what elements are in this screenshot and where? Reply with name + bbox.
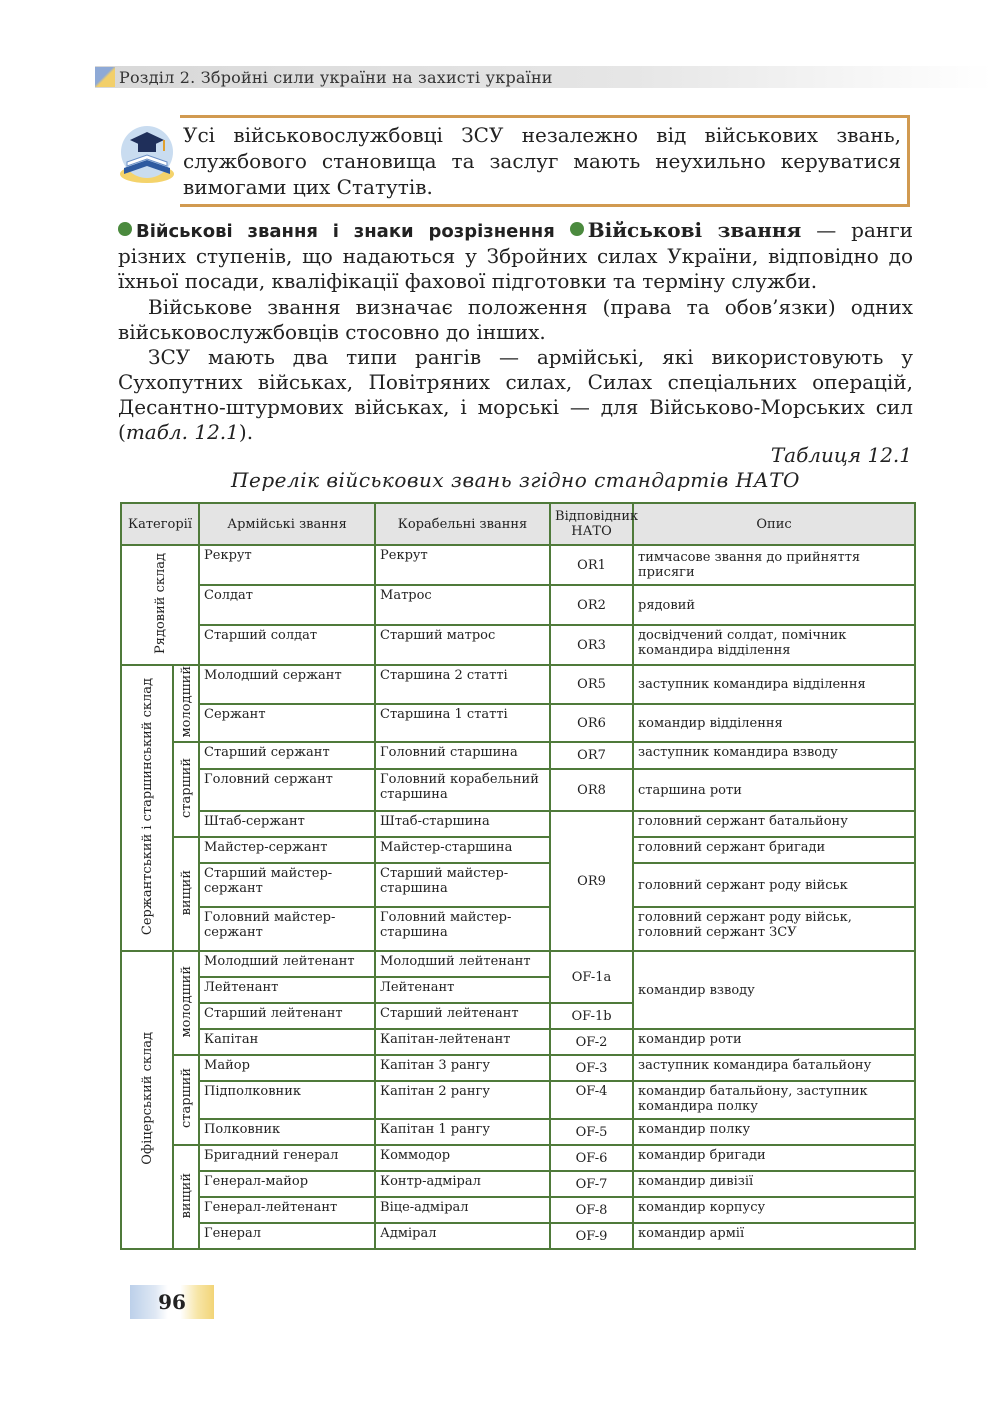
nato-code: OF-1a: [550, 951, 633, 1003]
table-row: [121, 665, 915, 704]
nato-code: OR9: [550, 811, 633, 951]
navy-rank: Коммодор: [375, 1145, 550, 1171]
nato-code: OF-8: [550, 1197, 633, 1223]
nato-code: OF-4: [550, 1081, 633, 1119]
table-row: [121, 951, 915, 977]
graduation-cap-book-icon: [118, 122, 176, 184]
army-rank: Головний сержант: [199, 769, 375, 811]
table-reference: табл. 12.1: [125, 420, 239, 444]
rank-description: старшина роти: [633, 769, 915, 811]
rank-description: головний сержант роду військ, головний сержант ЗСУ: [633, 907, 915, 951]
page-number-badge: [130, 1285, 214, 1319]
nato-code: OF-5: [550, 1119, 633, 1145]
table-row: [121, 1055, 915, 1081]
army-rank: Старший лейтенант: [199, 1003, 375, 1029]
rank-description: командир полку: [633, 1119, 915, 1145]
table-row: [121, 907, 915, 951]
army-rank: Головний майстер-сержант: [199, 907, 375, 951]
subcategory-junior: молодший: [173, 951, 199, 1055]
col-header-description: Опис: [633, 503, 915, 545]
nato-code: OR8: [550, 769, 633, 811]
army-rank: Молодший сержант: [199, 665, 375, 704]
navy-rank: Контр-адмірал: [375, 1171, 550, 1197]
navy-rank: Капітан 1 рангу: [375, 1119, 550, 1145]
navy-rank: Капітан-лейтенант: [375, 1029, 550, 1055]
rank-description: заступник командира відділення: [633, 665, 915, 704]
para3-end: ).: [238, 420, 254, 444]
table-title: Перелік військових звань згідно стандартів НАТО: [231, 468, 800, 492]
nato-code: OR2: [550, 585, 633, 625]
navy-rank: Головний корабельний старшина: [375, 769, 550, 811]
army-rank: Майстер-сержант: [199, 837, 375, 863]
rank-description: тимчасове звання до прийняття присяги: [633, 545, 915, 585]
army-rank: Майор: [199, 1055, 375, 1081]
table-number: Таблиця 12.1: [770, 443, 912, 467]
army-rank: Генерал-лейтенант: [199, 1197, 375, 1223]
category-rank-and-file: Рядовий склад: [121, 545, 199, 665]
rank-description: командир відділення: [633, 704, 915, 743]
army-rank: Генерал-майор: [199, 1171, 375, 1197]
nato-code: OR7: [550, 742, 633, 769]
table-row: [121, 863, 915, 907]
table-row: [121, 1029, 915, 1055]
bullet-icon: [570, 222, 584, 236]
subcategory-higher: вищий: [173, 837, 199, 951]
rank-description: командир бригади: [633, 1145, 915, 1171]
rank-description: командир батальйону, заступник командира полку: [633, 1081, 915, 1119]
chapter-title: Розділ 2. Збройні сили україни на захисті україни: [119, 67, 553, 87]
rank-description: заступник командира взводу: [633, 742, 915, 769]
col-header-nato: Відповідник НАТО: [550, 503, 633, 545]
category-officer: Офіцерський склад: [121, 951, 173, 1249]
army-rank: Молодший лейтенант: [199, 951, 375, 977]
table-row: [121, 742, 915, 769]
term: Військові звання: [587, 218, 802, 242]
section-paragraph-2: Військове звання визначає положення (права та обов’язки) одних військовослужбовців стосовно до інших.: [118, 295, 913, 344]
nato-code: OF-6: [550, 1145, 633, 1171]
army-rank: Рекрут: [199, 545, 375, 585]
chapter-mark-icon: [95, 67, 115, 87]
rank-description: заступник командира батальйону: [633, 1055, 915, 1081]
army-rank: Штаб-сержант: [199, 811, 375, 837]
navy-rank: Рекрут: [375, 545, 550, 585]
section-heading: Військові звання і знаки розрізнення: [136, 221, 555, 242]
rank-description: командир армії: [633, 1223, 915, 1249]
army-rank: Генерал: [199, 1223, 375, 1249]
subcategory-senior: старший: [173, 742, 199, 837]
army-rank: Старший сержант: [199, 742, 375, 769]
table-row: [121, 769, 915, 811]
army-rank: Солдат: [199, 585, 375, 625]
rank-description: досвідчений солдат, помічник командира відділення: [633, 625, 915, 665]
army-rank: Капітан: [199, 1029, 375, 1055]
nato-code: OF-3: [550, 1055, 633, 1081]
subcategory-senior: старший: [173, 1055, 199, 1145]
subcategory-junior: молодший: [173, 665, 199, 742]
table-row: [121, 1145, 915, 1171]
nato-code: OF-7: [550, 1171, 633, 1197]
section-paragraph-3: [118, 345, 913, 445]
table-row: [121, 704, 915, 743]
nato-code: OR6: [550, 704, 633, 743]
table-row: [121, 1197, 915, 1223]
rank-description: командир корпусу: [633, 1197, 915, 1223]
navy-rank: Штаб-старшина: [375, 811, 550, 837]
navy-rank: Капітан 2 рангу: [375, 1081, 550, 1119]
rank-description: командир взводу: [633, 951, 915, 1029]
table-row: [121, 585, 915, 625]
nato-code: OF-1b: [550, 1003, 633, 1029]
navy-rank: Молодший лейтенант: [375, 951, 550, 977]
para3-text: ЗСУ мають два типи рангів — армійські, які використовують у Сухопутних військах, Повітряних силах, Силах спеціальних операцій, Десантно-штурмових військах, і морські — для Військово-Морських сил (: [118, 345, 913, 444]
col-header-army: Армійські звання: [199, 503, 375, 545]
navy-rank: Капітан 3 рангу: [375, 1055, 550, 1081]
rank-description: командир дивізії: [633, 1171, 915, 1197]
navy-rank: Старший майстер-старшина: [375, 863, 550, 907]
navy-rank: Старший лейтенант: [375, 1003, 550, 1029]
navy-rank: Головний старшина: [375, 742, 550, 769]
chapter-header: [95, 66, 992, 88]
table-row: [121, 811, 915, 837]
table-row: [121, 625, 915, 665]
army-rank: Сержант: [199, 704, 375, 743]
army-rank: Лейтенант: [199, 977, 375, 1003]
army-rank: Бригадний генерал: [199, 1145, 375, 1171]
navy-rank: Старшина 1 статті: [375, 704, 550, 743]
navy-rank: Віце-адмірал: [375, 1197, 550, 1223]
navy-rank: Старшина 2 статті: [375, 665, 550, 704]
table-row: [121, 1119, 915, 1145]
table-row: [121, 837, 915, 863]
army-rank: Полковник: [199, 1119, 375, 1145]
nato-code: OR1: [550, 545, 633, 585]
category-nco: Сержантський і старшинський склад: [121, 665, 173, 951]
rank-description: рядовий: [633, 585, 915, 625]
navy-rank: Лейтенант: [375, 977, 550, 1003]
army-rank: Старший майстер-сержант: [199, 863, 375, 907]
navy-rank: Майстер-старшина: [375, 837, 550, 863]
page-number: 96: [158, 1290, 186, 1314]
navy-rank: Матрос: [375, 585, 550, 625]
table-row: [121, 1223, 915, 1249]
nato-code: OR3: [550, 625, 633, 665]
table-row: [121, 545, 915, 585]
bullet-icon: [118, 222, 132, 236]
army-rank: Старший солдат: [199, 625, 375, 665]
navy-rank: Головний майстер-старшина: [375, 907, 550, 951]
navy-rank: Старший матрос: [375, 625, 550, 665]
table-row: [121, 1171, 915, 1197]
army-rank: Підполковник: [199, 1081, 375, 1119]
rank-description: головний сержант роду військ: [633, 863, 915, 907]
rank-description: командир роти: [633, 1029, 915, 1055]
ranks-table: [120, 502, 916, 1250]
subcategory-higher: вищий: [173, 1145, 199, 1249]
col-header-category: Категорії: [121, 503, 199, 545]
nato-code: OR5: [550, 665, 633, 704]
nato-code: OF-9: [550, 1223, 633, 1249]
definition: — ранги різних ступенів, що надаються у Збройних силах України, відповідно до їхньої посади, кваліфікації фахової підготовки та терміну служби.: [118, 218, 914, 293]
table-row: [121, 1081, 915, 1119]
navy-rank: Адмірал: [375, 1223, 550, 1249]
rank-description: головний сержант батальйону: [633, 811, 915, 837]
rank-description: головний сержант бригади: [633, 837, 915, 863]
table-header-row: [121, 503, 915, 545]
col-header-navy: Корабельні звання: [375, 503, 550, 545]
nato-code: OF-2: [550, 1029, 633, 1055]
note-text: Усі військовослужбовці ЗСУ незалежно від військових звань, службового становища та заслуг мають неухильно керуватися вимогами цих Статутів.: [183, 123, 901, 199]
section-paragraph-1: [118, 218, 913, 294]
